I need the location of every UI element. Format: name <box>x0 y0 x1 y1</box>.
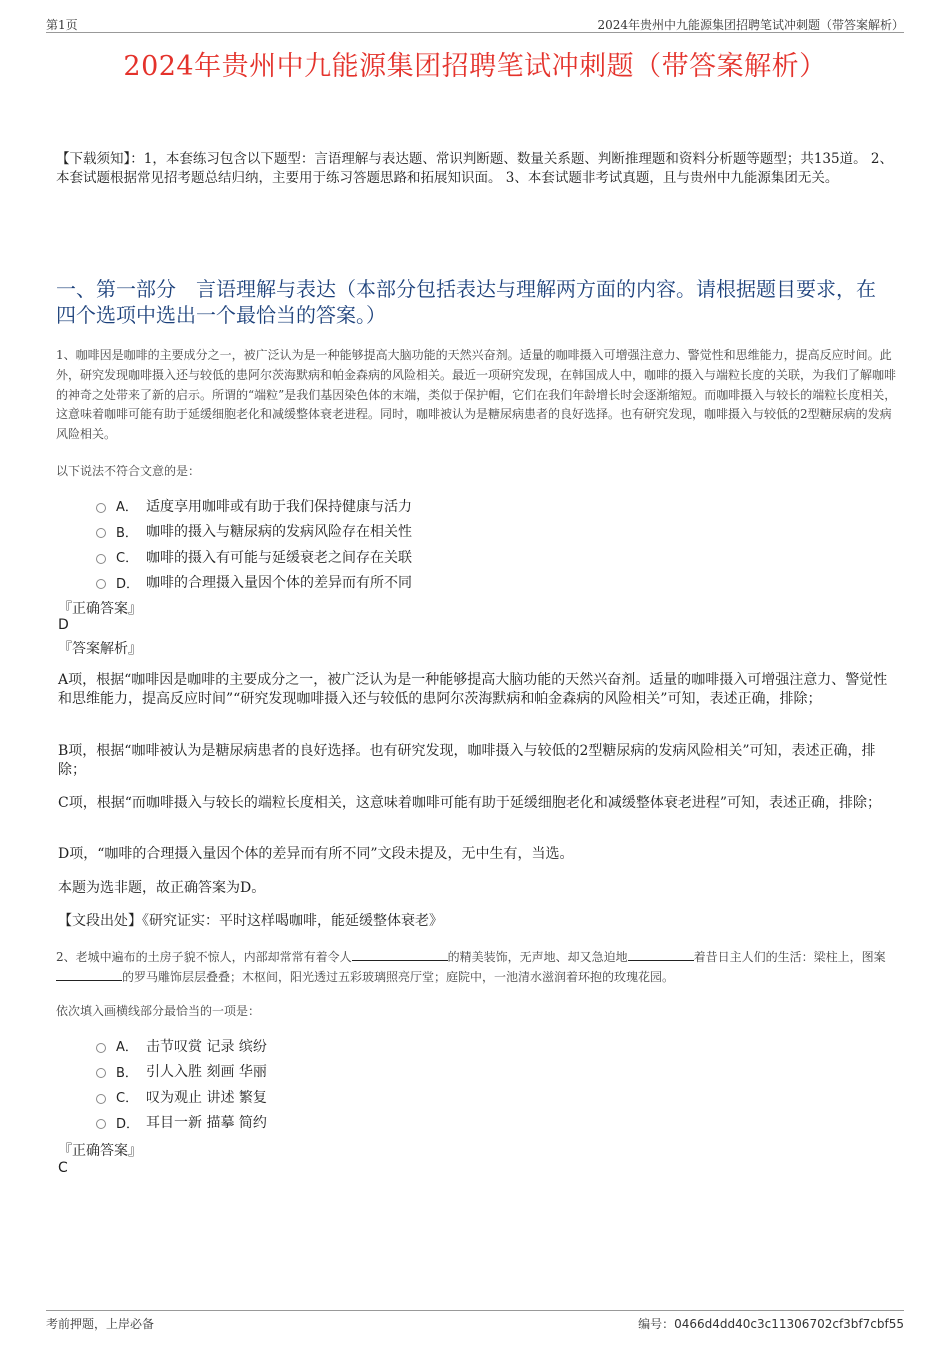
option-text: 咖啡的摄入与糖尿病的发病风险存在相关性 <box>146 524 412 541</box>
fill-blank-1 <box>352 948 448 961</box>
option-text: 引人入胜 刻画 华丽 <box>146 1064 267 1081</box>
radio-icon[interactable] <box>96 1119 106 1129</box>
analysis-conclusion: 本题为选非题，故正确答案为D。 <box>58 880 266 896</box>
radio-icon[interactable] <box>96 1043 106 1053</box>
download-notice: 【下载须知】：1，本套练习包含以下题型：言语理解与表达题、常识判断题、数量关系题、判断推理题和资料分析题等题型；共135道。 2、本套试题根据常见招考题总结归纳，主要用于练习答题思路和拓展知识面。 3、本套试题非考试真题，且与贵州中九能源集团无关。 <box>56 151 893 186</box>
option-c[interactable]: C． 叹为观止 讲述 繁复 <box>96 1084 267 1110</box>
option-text: 耳目一新 描摹 简约 <box>146 1115 267 1132</box>
fill-blank-3 <box>56 968 122 981</box>
answer-label: 『正确答案』 <box>58 1143 142 1159</box>
page-number: 第1页 <box>46 18 78 32</box>
option-c[interactable]: C． 咖啡的摄入有可能与延缓衰老之间存在关联 <box>96 544 412 570</box>
document-code: 编号：0466d4dd40c3c11306702cf3bf7cbf55 <box>638 1317 904 1331</box>
radio-icon[interactable] <box>96 1094 106 1104</box>
header-doc-title: 2024年贵州中九能源集团招聘笔试冲刺题（带答案解析） <box>597 18 904 32</box>
document-title: 2024年贵州中九能源集团招聘笔试冲刺题（带答案解析） <box>123 51 827 82</box>
question-1-prompt: 以下说法不符合文意的是： <box>56 464 201 478</box>
radio-icon[interactable] <box>96 1068 106 1078</box>
option-d[interactable]: D． 咖啡的合理摄入量因个体的差异而有所不同 <box>96 570 412 596</box>
source-citation: 【文段出处】《研究证实：平时这样喝咖啡，能延缓整体衰老》 <box>58 913 443 929</box>
answer-value: C <box>58 1160 68 1176</box>
option-text: 叹为观止 讲述 繁复 <box>146 1089 267 1106</box>
radio-icon[interactable] <box>96 503 106 513</box>
question-1-text: 1、咖啡因是咖啡的主要成分之一，被广泛认为是一种能够提高大脑功能的天然兴奋剂。适量的咖啡摄入可增强注意力、警觉性和思维能力，提高反应时间。此外，研究发现咖啡摄入还与较低的患阿尔茨海默病和帕金森病的风险相关。最近一项研究发现，在韩国成人中，咖啡的摄入与端粒长度的关联，为我们了解咖啡的神奇之处带来了新的启示。所谓的“端粒”是我们基因染色体的末端，类似于保护帽，它们在我们年龄增长时会逐渐缩短。而咖啡摄入与较长的端粒长度相关，这意味着咖啡可能有助于延缓细胞老化和减缓整体衰老进程。同时，咖啡被认为是糖尿病患者的良好选择。也有研究发现，咖啡摄入与较低的2型糖尿病的发病风险相关。 <box>56 348 897 442</box>
option-a[interactable]: A． 适度享用咖啡或有助于我们保持健康与活力 <box>96 493 412 519</box>
option-b[interactable]: B． 引人入胜 刻画 华丽 <box>96 1059 267 1085</box>
analysis-d: D项，“咖啡的合理摄入量因个体的差异而有所不同”文段未提及，无中生有，当选。 <box>58 846 574 862</box>
question-2-text: 2、老城中遍布的土房子貌不惊人，内部却常常有着令人 的精美装饰，无声地、却又急迫地 着昔日主人们的生活：梁柱上，图案的罗马雕饰层层叠叠；木枢间，阳光透过五彩玻璃照亮厅堂；庭院中，一池清水滋润着环抱的玫瑰花园。 <box>56 950 886 984</box>
option-text: 咖啡的摄入有可能与延缓衰老之间存在关联 <box>146 549 412 566</box>
option-text: 适度享用咖啡或有助于我们保持健康与活力 <box>146 498 412 515</box>
analysis-a: A项，根据“咖啡因是咖啡的主要成分之一，被广泛认为是一种能够提高大脑功能的天然兴奋剂。适量的咖啡摄入可增强注意力、警觉性和思维能力，提高反应时间”“研究发现咖啡摄入还与较低的患阿尔茨海默病和帕金森病的风险相关”可知，表述正确，排除； <box>58 672 888 707</box>
option-a[interactable]: A． 击节叹赏 记录 缤纷 <box>96 1033 267 1059</box>
radio-icon[interactable] <box>96 579 106 589</box>
answer-value: D <box>58 617 69 633</box>
answer-label: 『正确答案』 <box>58 601 142 617</box>
option-d[interactable]: D． 耳目一新 描摹 简约 <box>96 1110 267 1136</box>
fill-blank-2 <box>628 948 694 961</box>
question-2-options <box>96 1033 267 1135</box>
option-text: 咖啡的合理摄入量因个体的差异而有所不同 <box>146 575 412 592</box>
option-b[interactable]: B． 咖啡的摄入与糖尿病的发病风险存在相关性 <box>96 519 412 545</box>
question-2-prompt: 依次填入画横线部分最恰当的一项是： <box>56 1004 261 1018</box>
radio-icon[interactable] <box>96 554 106 564</box>
section-title: 一、第一部分 言语理解与表达（本部分包括表达与理解两方面的内容。请根据题目要求，在四个选项中选出一个最恰当的答案。） <box>56 277 876 327</box>
radio-icon[interactable] <box>96 528 106 538</box>
option-text: 击节叹赏 记录 缤纷 <box>146 1038 267 1055</box>
footer-slogan: 考前押题，上岸必备 <box>46 1317 155 1331</box>
analysis-label: 『答案解析』 <box>58 641 142 657</box>
page-footer <box>46 1310 904 1331</box>
analysis-c: C项，根据“而咖啡摄入与较长的端粒长度相关，这意味着咖啡可能有助于延缓细胞老化和减缓整体衰老进程”可知，表述正确，排除； <box>58 795 882 811</box>
page-header <box>46 14 904 33</box>
analysis-b: B项，根据“咖啡被认为是糖尿病患者的良好选择。也有研究发现，咖啡摄入与较低的2型糖尿病的发病风险相关”可知，表述正确，排除； <box>58 743 876 778</box>
question-1-options <box>96 493 412 595</box>
